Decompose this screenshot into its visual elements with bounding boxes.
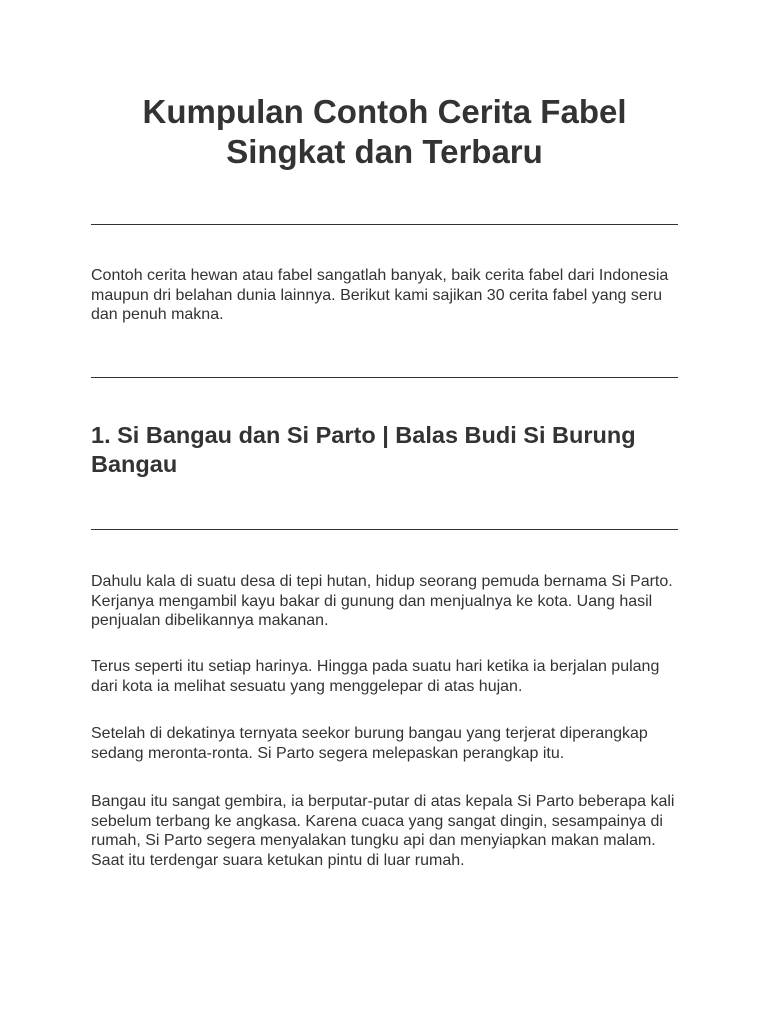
document-title-line-2: Singkat dan Terbaru <box>226 133 543 170</box>
intro-paragraph: Contoh cerita hewan atau fabel sangatlah banyak, baik cerita fabel dari Indonesia maupun dri belahan dunia lainnya. Berikut kami sajikan 30 cerita fabel yang seru dan penuh makna. <box>91 267 669 323</box>
document-title <box>91 92 678 172</box>
divider-1 <box>91 224 678 225</box>
section-1-paragraph-3: Setelah di dekatinya ternyata seekor burung bangau yang terjerat diperangkap sedang meronta-ronta. Si Parto segera melepaskan perangkap itu. <box>91 725 648 762</box>
divider-3 <box>91 529 678 530</box>
section-1-paragraph-1: Dahulu kala di suatu desa di tepi hutan, hidup seorang pemuda bernama Si Parto. Kerjanya mengambil kayu bakar di gunung dan menjualnya ke kota. Uang hasil penjualan dibelikannya makanan. <box>91 573 673 629</box>
section-1-paragraph-4: Bangau itu sangat gembira, ia berputar-putar di atas kepala Si Parto beberapa kali sebelum terbang ke angkasa. Karena cuaca yang sangat dingin, sesampainya di rumah, Si Parto segera menyalakan tungku api dan menyiapkan makan malam. Saat itu terdengar suara ketukan pintu di luar rumah. <box>91 793 675 869</box>
document-title-line-1: Kumpulan Contoh Cerita Fabel <box>142 93 627 130</box>
section-1-heading: 1. Si Bangau dan Si Parto | Balas Budi Si Burung Bangau <box>91 422 636 477</box>
divider-2 <box>91 377 678 378</box>
section-1-paragraph-2: Terus seperti itu setiap harinya. Hingga pada suatu hari ketika ia berjalan pulang dari kota ia melihat sesuatu yang menggelepar di atas hujan. <box>91 658 660 695</box>
